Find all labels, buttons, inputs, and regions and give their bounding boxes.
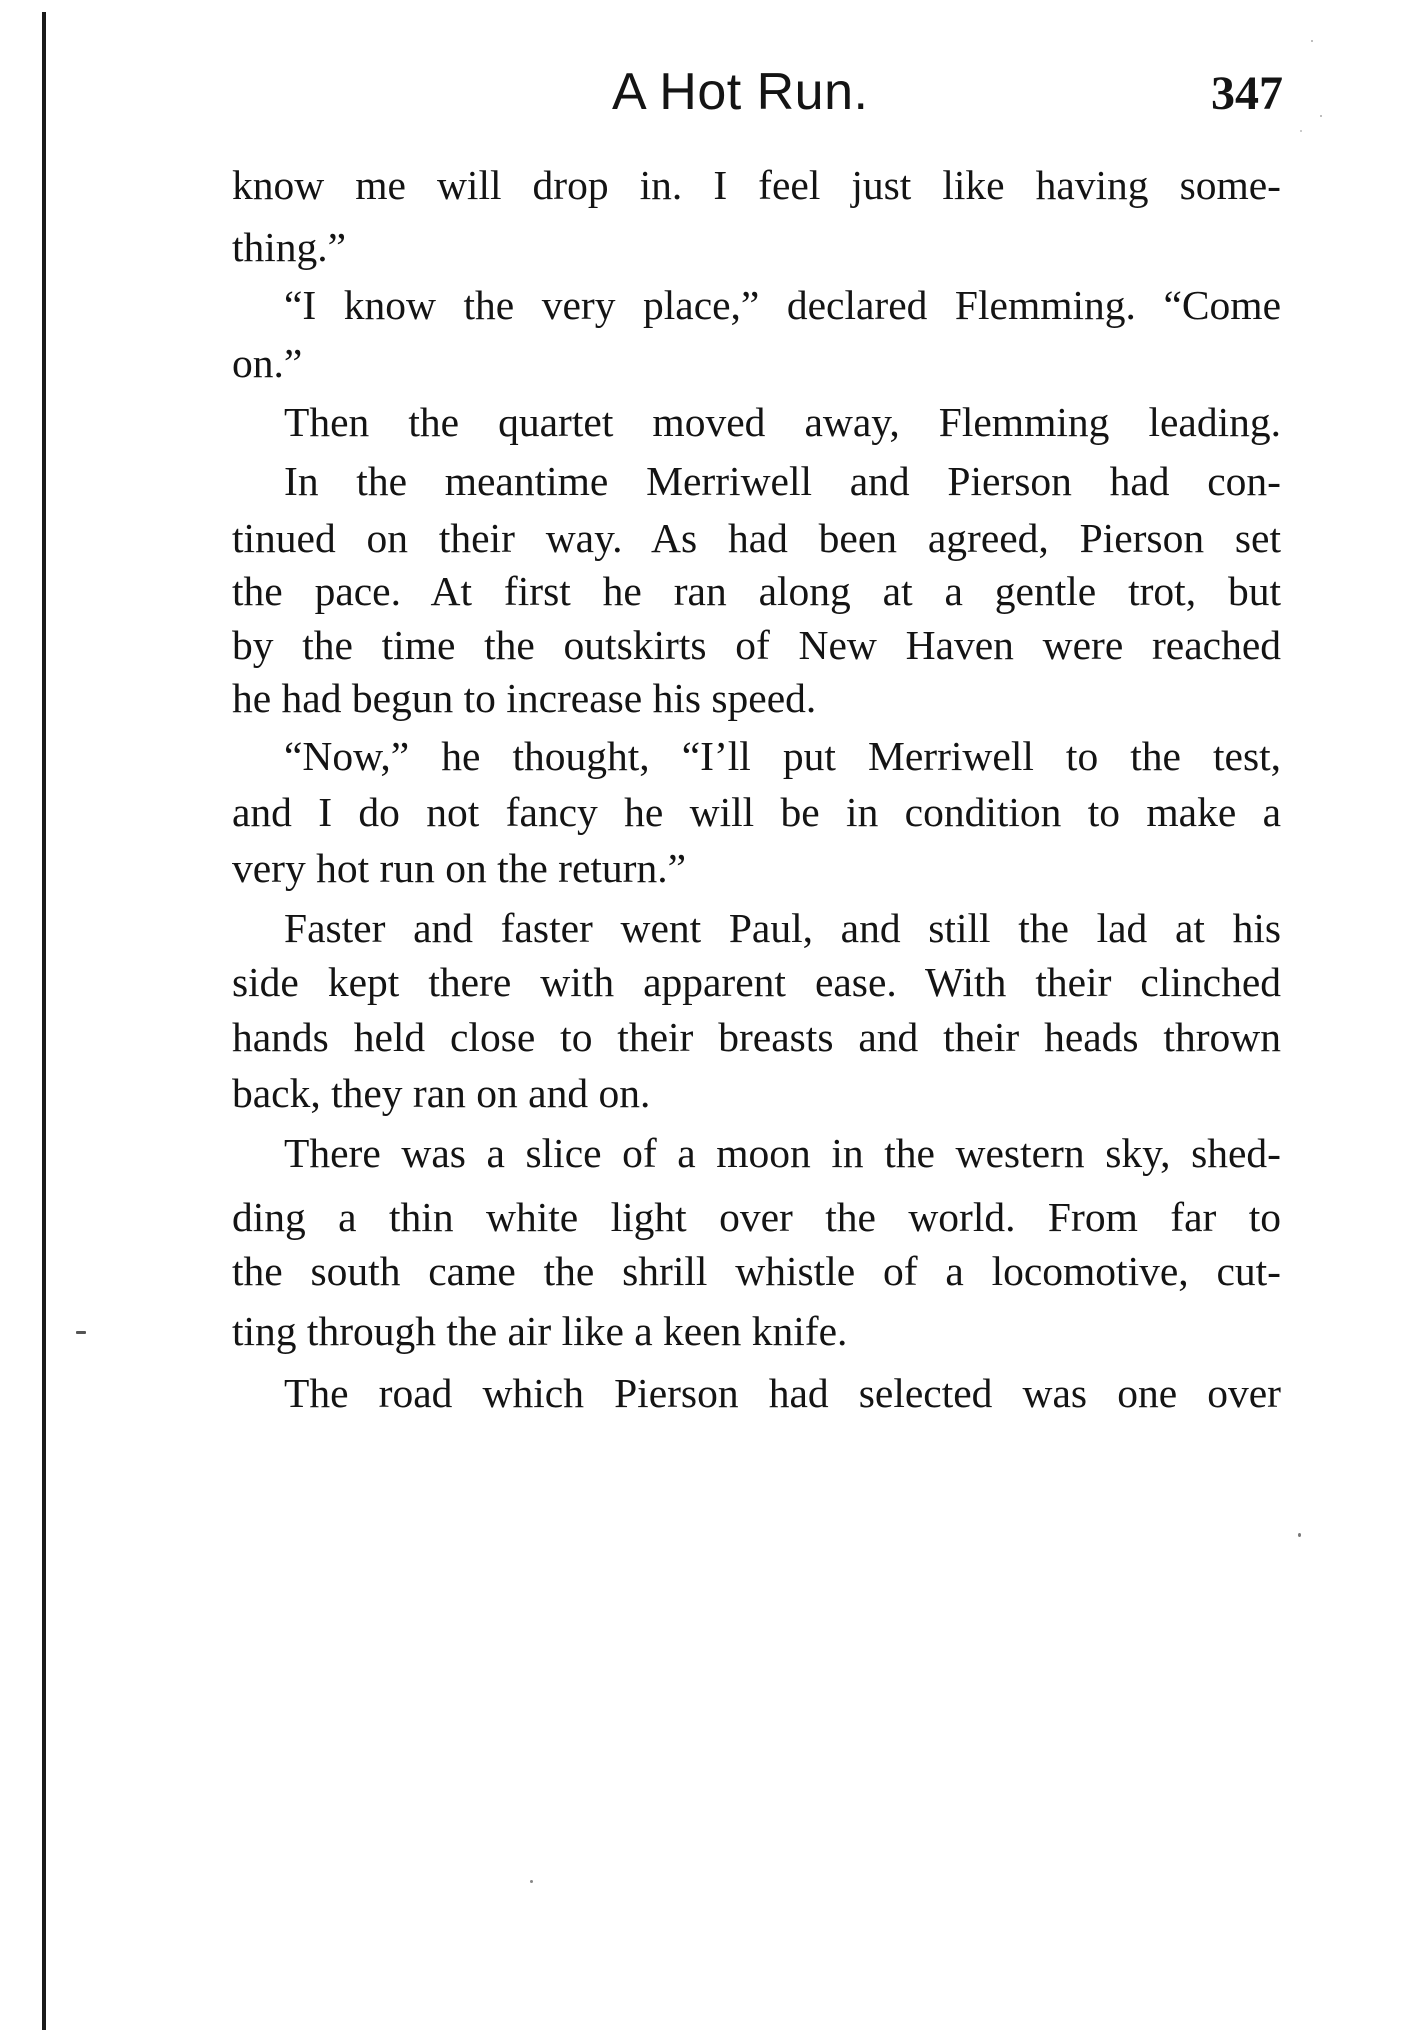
text-line: and I do not fancy he will be in condition to make a bbox=[232, 789, 1281, 835]
text-line: side kept there with apparent ease. With their clinched bbox=[232, 959, 1281, 1005]
page-number: 347 bbox=[1211, 67, 1283, 120]
ink-speck bbox=[1300, 130, 1302, 132]
ink-speck bbox=[1311, 40, 1313, 42]
text-line: “Now,” he thought, “I’ll put Merriwell to the test, bbox=[284, 733, 1281, 779]
text-line: very hot run on the return.” bbox=[232, 845, 687, 891]
text-line: the pace. At first he ran along at a gentle trot, but bbox=[232, 568, 1281, 614]
running-head-title: A Hot Run. bbox=[612, 63, 869, 121]
text-line: ding a thin white light over the world. From far to bbox=[232, 1194, 1281, 1240]
text-line: tinued on their way. As had been agreed, Pierson set bbox=[232, 515, 1281, 561]
text-line: know me will drop in. I feel just like having some- bbox=[232, 162, 1281, 208]
text-line: hands held close to their breasts and their heads thrown bbox=[232, 1014, 1281, 1060]
text-line: he had begun to increase his speed. bbox=[232, 675, 817, 721]
text-line: on.” bbox=[232, 340, 303, 386]
ink-speck bbox=[76, 1331, 86, 1334]
text-line: Then the quartet moved away, Flemming leading. bbox=[284, 399, 1281, 445]
ink-speck bbox=[1298, 1533, 1301, 1537]
text-line: by the time the outskirts of New Haven were reached bbox=[232, 622, 1281, 668]
ink-speck bbox=[530, 1880, 533, 1883]
text-line: ting through the air like a keen knife. bbox=[232, 1308, 848, 1354]
text-line: “I know the very place,” declared Flemming. “Come bbox=[284, 282, 1281, 328]
text-line: the south came the shrill whistle of a locomotive, cut- bbox=[232, 1248, 1281, 1294]
running-head bbox=[220, 62, 1283, 132]
text-line: There was a slice of a moon in the western sky, shed- bbox=[284, 1130, 1281, 1176]
binding-edge bbox=[42, 12, 46, 2030]
ink-speck bbox=[1320, 115, 1322, 117]
text-line: The road which Pierson had selected was one over bbox=[284, 1370, 1281, 1416]
text-line: Faster and faster went Paul, and still the lad at his bbox=[284, 905, 1281, 951]
text-line: In the meantime Merriwell and Pierson had con- bbox=[284, 458, 1281, 504]
text-line: thing.” bbox=[232, 224, 347, 270]
text-line: back, they ran on and on. bbox=[232, 1070, 651, 1116]
